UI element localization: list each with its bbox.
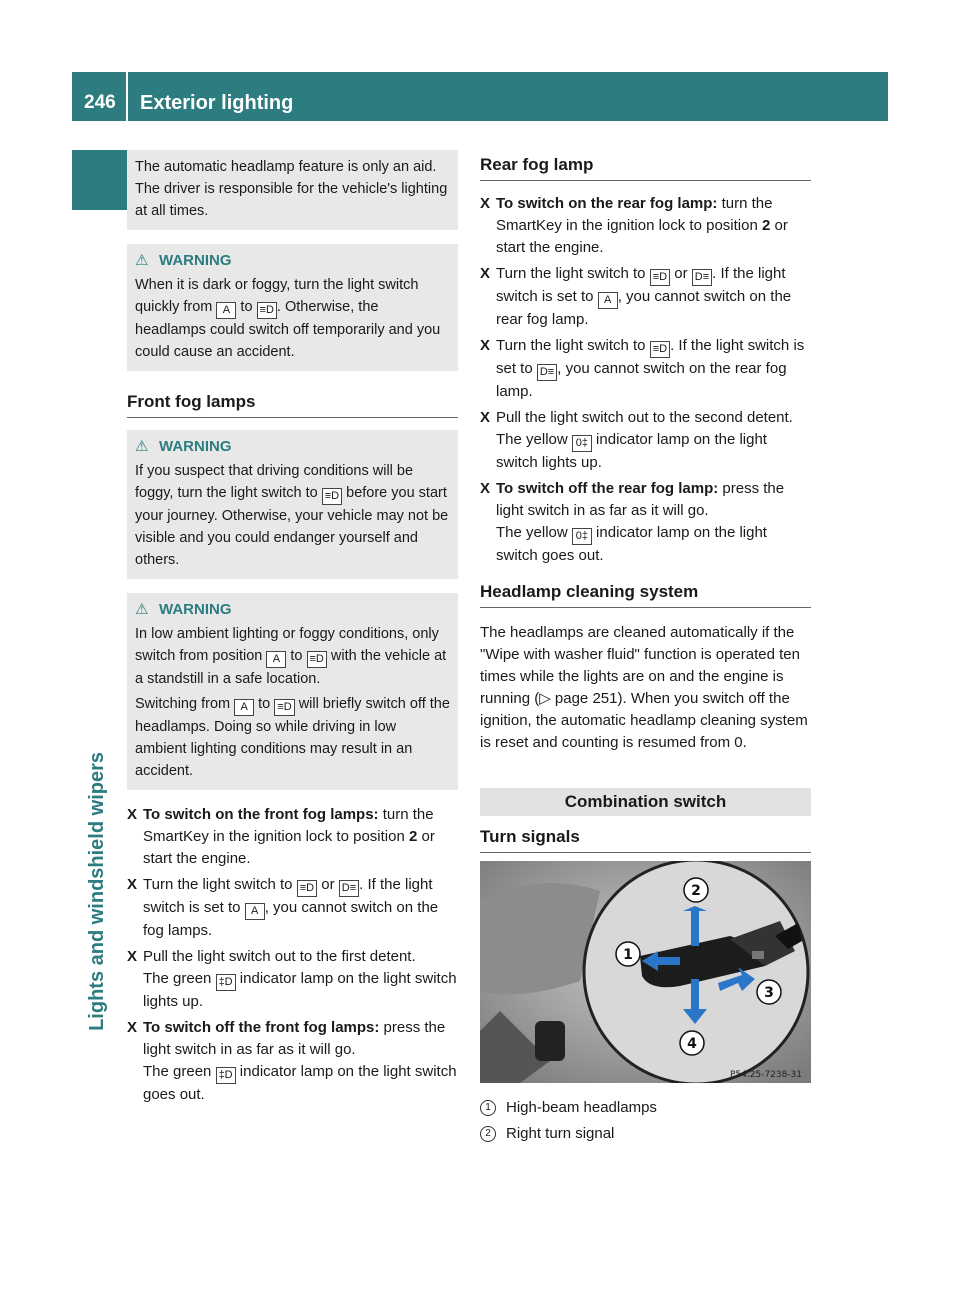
step-marker-icon: X	[127, 876, 138, 893]
page-title: Exterior lighting	[140, 92, 294, 114]
warning-label: WARNING	[159, 252, 232, 269]
photo-code: P54.25-7238-31	[729, 1070, 802, 1080]
page-number: 246	[84, 92, 116, 113]
front-fog-icon: ‡D	[216, 974, 236, 991]
legend-number: 1	[480, 1100, 496, 1116]
note-box	[127, 150, 458, 230]
low-beam-icon: ≡D	[274, 699, 294, 716]
auto-light-icon: A	[216, 302, 236, 319]
front-fog-icon: ‡D	[216, 1067, 236, 1084]
parking-light-icon: D≡	[339, 880, 359, 897]
warning-1-text: When it is dark or foggy, turn the light switch quickly from A to ≡D . Otherwise, the headlamps could switch off temporarily and you could cause an accident.	[135, 277, 441, 360]
step-rear-fog-on: X To switch on the rear fog lamp: turn the SmartKey in the ignition lock to position 2 or start the engine.	[480, 195, 788, 256]
step-rear-fog-off: X To switch off the rear fog lamp: press the light switch in as far as it will go. The yellow 0‡ indicator lamp on the light switch goes out.	[480, 480, 785, 564]
low-beam-icon: ≡D	[650, 341, 670, 358]
warning-triangle-icon: ⚠	[135, 601, 149, 618]
step-rear-fog-pull: X Pull the light switch out to the second detent. The yellow 0‡ indicator lamp on the light switch lights up.	[480, 409, 793, 471]
warning-box-1	[127, 244, 458, 371]
step-marker-icon: X	[127, 806, 138, 823]
auto-light-icon: A	[598, 292, 618, 309]
side-tab-label: Lights and windshield wipers	[86, 752, 108, 1031]
left-column	[127, 150, 458, 1110]
warning-label: WARNING	[159, 438, 232, 455]
step-rear-fog-turn: X Turn the light switch to ≡D or D≡ . If the light switch is set to A , you cannot switch on the rear fog lamp.	[480, 265, 792, 328]
step-rear-fog-turn-lowbeam: X Turn the light switch to ≡D . If the light switch is set to D≡ , you cannot switch on the rear fog lamp.	[480, 337, 805, 400]
right-column	[480, 150, 811, 1149]
rear-fog-heading: Rear fog lamp	[480, 154, 811, 181]
warning-3-text-a: In low ambient lighting or foggy conditions, only switch from position A to ≡D with the vehicle at a standstill in a safe location.	[135, 626, 447, 687]
low-beam-icon: ≡D	[257, 302, 277, 319]
auto-light-icon: A	[266, 651, 286, 668]
low-beam-icon: ≡D	[297, 880, 317, 897]
callout-4: 4	[687, 1036, 697, 1052]
warning-box-3	[127, 593, 458, 790]
warning-3-text-b: Switching from A to ≡D will briefly switch off the headlamps. Doing so while driving in low ambient lighting conditions may result in an accident.	[135, 696, 450, 779]
step-marker-icon: X	[480, 480, 491, 497]
rear-fog-icon: 0‡	[572, 528, 592, 545]
legend-item-1: 1 High-beam headlamps	[480, 1097, 811, 1119]
step-marker-icon: X	[480, 409, 491, 426]
low-beam-icon: ≡D	[307, 651, 327, 668]
page-reference-link[interactable]: ▷ page 251	[539, 690, 618, 707]
parking-light-icon: D≡	[537, 364, 557, 381]
callout-2: 2	[691, 883, 701, 899]
legend-item-2: 2 Right turn signal	[480, 1123, 811, 1145]
step-marker-icon: X	[127, 1019, 138, 1036]
step-marker-icon: X	[480, 265, 491, 282]
step-front-fog-off: X To switch off the front fog lamps: press the light switch in as far as it will go. The green ‡D indicator lamp on the light switch goes out.	[127, 1019, 457, 1103]
page-header	[72, 72, 888, 121]
side-tab-block	[72, 150, 128, 210]
callout-1: 1	[623, 947, 633, 963]
rear-fog-icon: 0‡	[572, 435, 592, 452]
low-beam-icon: ≡D	[322, 488, 342, 505]
step-marker-icon: X	[480, 195, 491, 212]
cleaning-text: The headlamps are cleaned automatically if the "Wipe with washer fluid" function is operated ten times while the lights are on and the engine is running (▷ page 251). When you switch off the ignition, the automatic headlamp cleaning system is reset and counting is resumed from 0.	[480, 624, 808, 751]
step-front-fog-pull: X Pull the light switch out to the first detent. The green ‡D indicator lamp on the light switch lights up.	[127, 948, 457, 1010]
step-marker-icon: X	[127, 948, 138, 965]
warning-label: WARNING	[159, 601, 232, 618]
step-front-fog-on: X To switch on the front fog lamps: turn the SmartKey in the ignition lock to position 2 or start the engine.	[127, 806, 435, 867]
combination-switch-photo	[480, 861, 811, 1083]
front-fog-heading: Front fog lamps	[127, 391, 458, 418]
low-beam-icon: ≡D	[650, 269, 670, 286]
parking-light-icon: D≡	[692, 269, 712, 286]
header-divider	[126, 72, 128, 121]
note-text: The automatic headlamp feature is only an aid. The driver is responsible for the vehicle's lighting at all times.	[135, 159, 448, 219]
warning-triangle-icon: ⚠	[135, 252, 149, 269]
auto-light-icon: A	[245, 903, 265, 920]
combination-switch-heading: Combination switch	[480, 788, 811, 816]
auto-light-icon: A	[234, 699, 254, 716]
turn-signals-heading: Turn signals	[480, 826, 811, 853]
callout-3: 3	[764, 985, 774, 1001]
warning-2-text: If you suspect that driving conditions will be foggy, turn the light switch to ≡D before you start your journey. Otherwise, your vehicle may not be visible and you could endanger yourself and others.	[135, 463, 449, 568]
step-marker-icon: X	[480, 337, 491, 354]
step-front-fog-turn: X Turn the light switch to ≡D or D≡ . If the light switch is set to A , you cannot switch on the fog lamps.	[127, 876, 439, 939]
warning-triangle-icon: ⚠	[135, 438, 149, 455]
warning-box-2	[127, 430, 458, 579]
legend-number: 2	[480, 1126, 496, 1142]
cleaning-heading: Headlamp cleaning system	[480, 581, 811, 608]
